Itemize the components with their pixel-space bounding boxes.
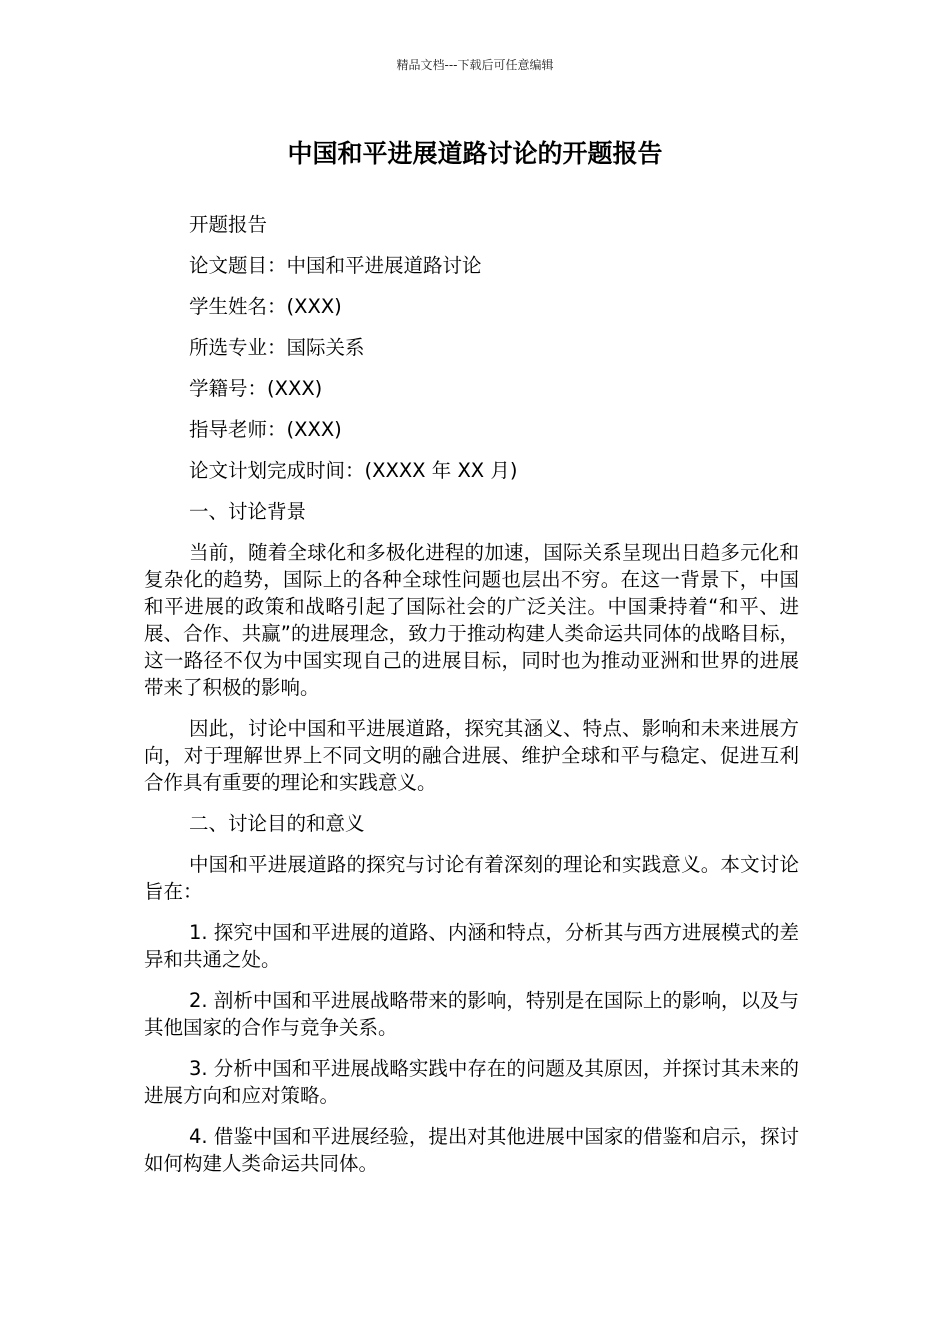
student-id-line: 学籍号：(XXX) — [189, 377, 323, 400]
purpose-list-item-2: 2. 剖析中国和平进展战略带来的影响，特别是在国际上的影响，以及与其他国家的合作与竞争关系。 — [144, 989, 799, 1039]
document-title: 中国和平进展道路讨论的开题报告 — [287, 139, 663, 168]
student-name-line: 学生姓名：(XXX) — [189, 295, 342, 318]
section-heading-purpose: 二、讨论目的和意义 — [189, 812, 365, 835]
purpose-list-item-3: 3. 分析中国和平进展战略实践中存在的问题及其原因，并探讨其未来的进展方向和应对策略。 — [144, 1057, 799, 1107]
background-paragraph-2: 因此，讨论中国和平进展道路，探究其涵义、特点、影响和未来进展方向，对于理解世界上不同文明的融合进展、维护全球和平与稳定、促进互利合作具有重要的理论和实践意义。 — [144, 717, 799, 794]
section-heading-background: 一、讨论背景 — [189, 500, 307, 523]
header-note: 精品文档---下载后可任意编辑 — [396, 58, 554, 72]
document-body — [144, 211, 799, 1191]
purpose-intro-paragraph: 中国和平进展道路的探究与讨论有着深刻的理论和实践意义。本文讨论旨在： — [144, 853, 799, 903]
purpose-list-item-1: 1. 探究中国和平进展的道路、内涵和特点，分析其与西方进展模式的差异和共通之处。 — [144, 921, 799, 971]
purpose-list-item-4: 4. 借鉴中国和平进展经验，提出对其他进展中国家的借鉴和启示，探讨如何构建人类命运共同体。 — [144, 1125, 799, 1175]
advisor-line: 指导老师：(XXX) — [189, 418, 342, 441]
thesis-title-line: 论文题目：中国和平进展道路讨论 — [189, 254, 482, 277]
completion-time-line: 论文计划完成时间：(XXXX 年 XX 月) — [189, 459, 518, 482]
major-line: 所选专业：国际关系 — [189, 336, 365, 359]
background-paragraph-1: 当前，随着全球化和多极化进程的加速，国际关系呈现出日趋多元化和复杂化的趋势，国际上的各种全球性问题也层出不穷。在这一背景下，中国和平进展的政策和战略引起了国际社会的广泛关注。中国秉持着“和平、进展、合作、共赢”的进展理念，致力于推动构建人类命运共同体的战略目标，这一路径不仅为中国实现自己的进展目标，同时也为推动亚洲和世界的进展带来了积极的影响。 — [144, 541, 799, 699]
report-heading: 开题报告 — [189, 213, 268, 236]
